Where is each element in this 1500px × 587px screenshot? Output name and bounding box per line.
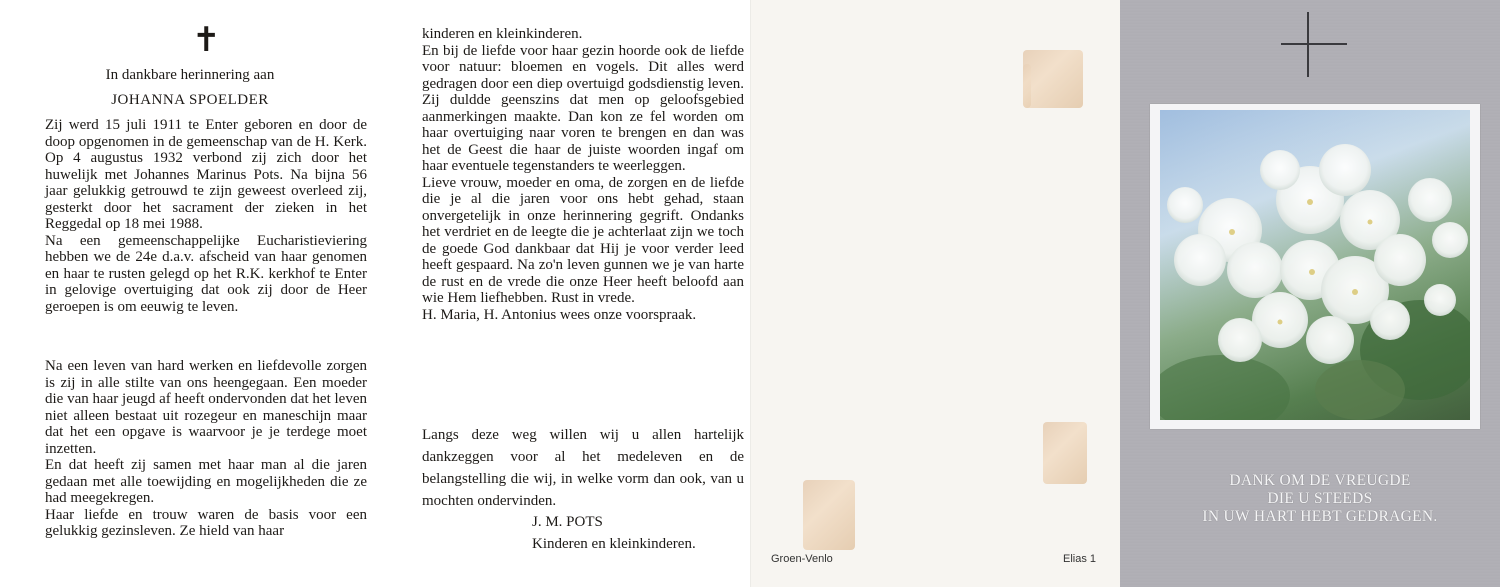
paragraph: Haar liefde en trouw waren de basis voor een gelukkig gezinsleven. Ze hield van haar <box>45 506 367 539</box>
left-text-block-2 <box>45 358 367 540</box>
blossom-illustration <box>1160 110 1470 420</box>
paragraph: En bij de liefde voor haar gezin hoorde ook de liefde voor natuur: bloemen en vogels. Dit alles werd gedragen door een diep overtuigd godsdienstig leven. Zij duldde geenszins dat men op geloofsgebied aanmerkingen maakte. Dan kon ze fel worden om haar overtuiging naar voren te brengen en dan was het de Geest die haar de juiste woorden ingaf om haar eventuele tegenstanders te weerleggen. <box>422 42 744 174</box>
paragraph: Na een gemeenschappelijke Eucharistieviering hebben we de 24e d.a.v. afscheid van haar genomen en haar te rusten gelegd op het R.K. kerkhof te Enter in gelovige overtuiging dat ook zij door de Heer geroepen is om eeuwig te leven. <box>45 232 367 315</box>
paragraph: Na een leven van hard werken en liefdevolle zorgen is zij in alle stilte van ons heengegaan. Een moeder die van haar jeugd af heeft ondervonden dat het leven niet alleen bestaat uit rozegeur en maneschijn maar dat het een opgave is waarvoor je je terdege moet inzetten. <box>45 358 367 457</box>
printer-imprint: Groen-Venlo <box>771 553 833 565</box>
tape-mark <box>1023 64 1031 108</box>
signature-family: Kinderen en kleinkinderen. <box>532 536 696 552</box>
cross-icon: ✝ <box>192 22 221 59</box>
middle-text-block <box>422 26 744 323</box>
tape-mark <box>1043 422 1087 484</box>
intro-text: In dankbare herinnering aan <box>105 67 275 83</box>
verse-line: DANK OM DE VREUGDE <box>1229 472 1411 489</box>
cross-icon-bar <box>1281 43 1347 45</box>
back-page <box>750 0 1121 587</box>
signature-name: J. M. POTS <box>532 514 603 530</box>
front-verse <box>1150 472 1490 526</box>
left-page <box>0 0 380 587</box>
signature <box>532 511 752 555</box>
middle-page <box>380 0 750 587</box>
verse-line: IN UW HART HEBT GEDRAGEN. <box>1202 508 1438 525</box>
paragraph: Zij werd 15 juli 1911 te Enter geboren en door de doop opgenomen in de gemeenschap van de H. Kerk. Op 4 augustus 1932 verbond zij zich door het huwelijk met Johannes Marinus Pots. Na bijna 56 jaar gelukkig getrouwd te zijn geweest overleed zij, gesterkt door het sacrament der zieken in het Reggedal op 18 mei 1988. <box>45 117 367 232</box>
left-text-block-1 <box>45 117 367 315</box>
paragraph: H. Maria, H. Antonius wees onze voorspraak. <box>422 306 697 323</box>
tape-mark <box>1023 50 1083 108</box>
paragraph: Lieve vrouw, moeder en oma, de zorgen en de liefde die je al die jaren voor ons hebt gehad, staan onvergetelijk in onze herinnering gegrift. Ondanks het verdriet en de leegte die je achterlaat zijn we toch de goede God dankbaar dat Hij je voor verder leed heeft gespaard. Na zo'n leven gunnen we je van harte de rust en de vrede die onze Heer heeft beloofd aan wie Hem liefhebben. Rust in vrede. <box>422 174 744 306</box>
paragraph: kinderen en kleinkinderen. <box>422 26 583 42</box>
paragraph: En dat heeft zij samen met haar man al die jaren gedaan met alle toewijding en mogelijkheden die ze had meegekregen. <box>45 457 367 506</box>
verse-line: DIE U STEEDS <box>1267 490 1373 507</box>
card-code: Elias 1 <box>1063 553 1097 565</box>
white-blossom-photo <box>1160 110 1470 420</box>
tape-mark <box>803 480 855 550</box>
thanks-text: Langs deze weg willen wij u allen hartelijk dankzeggen voor al het medeleven en de belangstelling die wij, in welke vorm dan ook, van u mochten ondervinden. <box>422 427 744 509</box>
deceased-name: JOHANNA SPOELDER <box>111 92 269 108</box>
